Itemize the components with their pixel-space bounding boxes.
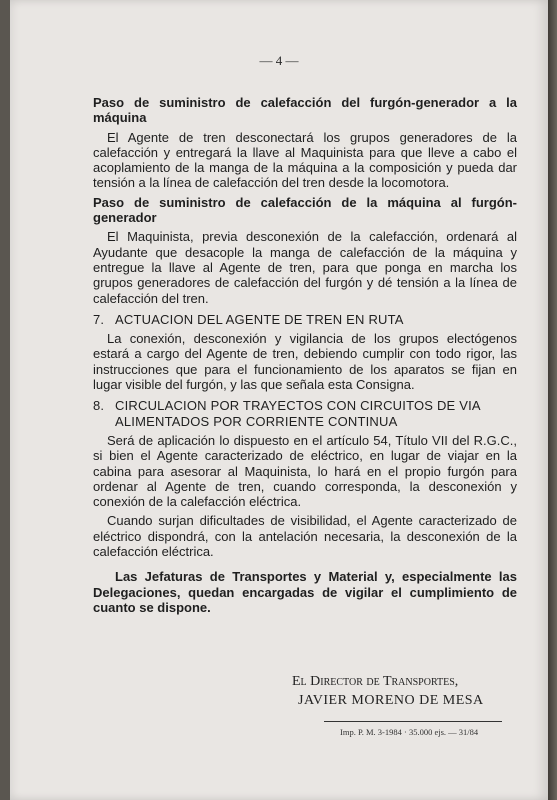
page-edge-shadow [548, 0, 557, 800]
paragraph-4: Será de aplicación lo dispuesto en el artículo 54, Título VII del R.G.C., si bien el Agente caracterizado de eléctrico, en lugar de viajar en la cabina para asesorar al Maquinista, lo hará en el propio furgón para ordenar al Agente de tren, cuando corresponda, la desconexión y conexión de la calefacción eléctrica. [93, 432, 517, 510]
section-7-title: ACTUACION DEL AGENTE DE TREN EN RUTA [115, 311, 404, 327]
section-7-heading [93, 312, 517, 327]
heading-furgon-to-machine: Paso de suministro de calefacción del furgón-generador a la máquina [93, 95, 517, 126]
document-page [10, 0, 548, 800]
document-body [93, 95, 517, 615]
heading-machine-to-furgon: Paso de suministro de calefacción de la máquina al furgón-generador [93, 194, 517, 226]
closing-paragraph: Las Jefaturas de Transportes y Material y, especialmente las Delegaciones, quedan encargadas de vigilar el cumplimiento de cuanto se dispone. [93, 569, 517, 615]
paragraph-5: Cuando surjan dificultades de visibilidad, el Agente caracterizado de eléctrico dispondrá, con la antelación necesaria, la desconexión de la calefacción eléctrica. [93, 513, 517, 560]
section-8-title: CIRCULACION POR TRAYECTOS CON CIRCUITOS DE VIA ALIMENTADOS POR CORRIENTE CONTINUA [115, 398, 481, 429]
section-8-heading [93, 398, 517, 429]
paragraph-1: El Agente de tren desconectará los grupos generadores de la calefacción y entregará la llave al Maquinista para que lleve a cabo el acoplamiento de la manga de la máquina a la composición y pueda dar tensión a la línea de calefacción del tren desde la locomotora. [93, 129, 517, 191]
section-7-number: 7. [93, 311, 105, 327]
page-number: — 4 — [259, 53, 299, 68]
signature-title: El Director de Transportes, [292, 674, 459, 689]
paragraph-3: La conexión, desconexión y vigilancia de los grupos electógenos estará a cargo del Agente de tren, debiendo cumplir con todo rigor, las instrucciones que para el funcionamiento de los aparatos se fijan en lugar visible del furgón, y las que señala esta Consigna. [93, 331, 517, 393]
section-8-number: 8. [93, 398, 105, 414]
paragraph-2: El Maquinista, previa desconexión de la calefacción, ordenará al Ayudante que desacople la manga de calefacción de la máquina y entregue la llave al Agente de tren, para que ponga en marcha los grupos generadores de calefacción del furgón y dé tensión a la línea de calefacción del tren. [93, 229, 517, 306]
signature-name: JAVIER MORENO DE MESA [298, 693, 484, 708]
imprint-note: Imp. P. M. 3-1984 · 35.000 ejs. — 31/84 [340, 727, 479, 737]
imprint-divider [324, 721, 502, 722]
